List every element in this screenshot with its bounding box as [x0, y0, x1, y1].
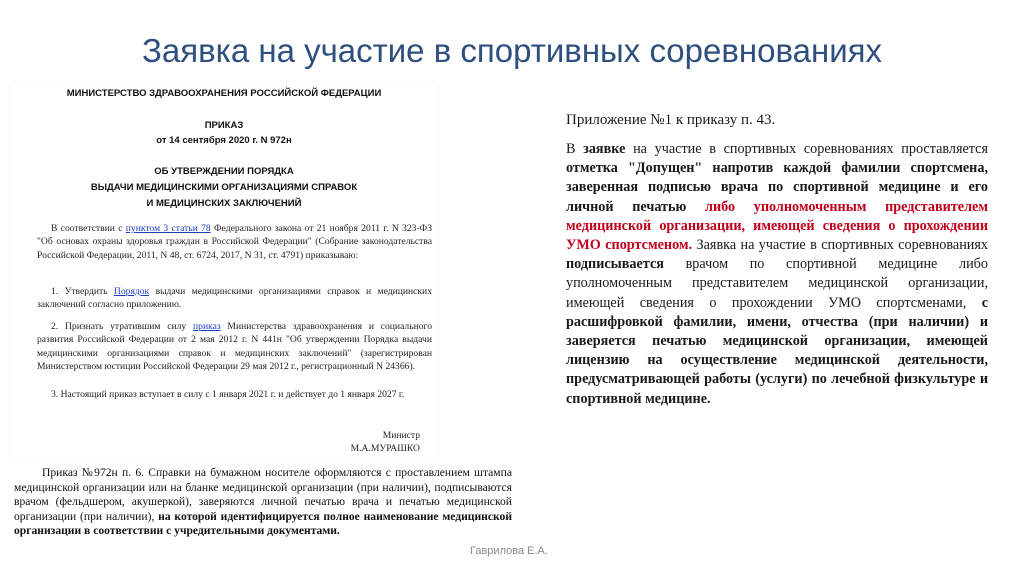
order-scan [10, 82, 438, 460]
rule-text-7: Заявка на участие в спортивных соревнованиях [692, 237, 988, 254]
rule-text-1: В [566, 141, 584, 157]
prikaz-link[interactable]: приказ [193, 321, 221, 332]
note-text: Приказ №972н п. 6. Справки на бумажном носителе оформляются с проставлением штампа медицинской организации или на бланке медицинской организации (при наличии), подписываются врачом (фельдшером, акушеркой), заверяются личной печатью врача и печатью медицинской организации (при наличии), [14, 466, 512, 523]
ministry-header: МИНИСТЕРСТВО ЗДРАВООХРАНЕНИЯ РОССИЙСКОЙ ФЕДЕРАЦИИ [66, 88, 382, 99]
rule-text-8: подписывается [566, 256, 664, 273]
signature-name: М.А.МУРАШКО [350, 443, 420, 454]
rule-text-4: отметка "Допущен" напротив каждой фамилии спортсмена, заверенная подписью врача по спортивной медицине и его личной печатью [566, 160, 988, 215]
law-link[interactable]: пунктом 3 статьи 78 [125, 223, 211, 234]
author-footer: Гаврилова Е.А. [470, 545, 548, 557]
item-1-text-a: 1. Утвердить [51, 286, 114, 297]
item-2-text-a: 2. Признать утратившим силу [51, 321, 194, 332]
rule-text-highlight: либо уполномоченным представителем медицинской организации, имеющей сведения о прохождении УМО спортсменом. [566, 198, 988, 254]
item-1-paragraph [37, 285, 432, 312]
slide-title: Заявка на участие в спортивных соревнованиях [141, 32, 883, 69]
item-2-paragraph [37, 320, 432, 373]
subject-line-3: И МЕДИЦИНСКИХ ЗАКЛЮЧЕНИЙ [146, 198, 302, 209]
preamble-text-a: В соответствии с [51, 223, 126, 234]
subject-line-2: ВЫДАЧИ МЕДИЦИНСКИМИ ОРГАНИЗАЦИЯМИ СПРАВОК [90, 182, 358, 193]
note-bold-text: на которой идентифицируется полное наименование медицинской организации в соответствии с учредительными документами. [14, 509, 512, 538]
prikaz-heading: ПРИКАЗ [204, 120, 244, 131]
preamble-text-b: Федерального закона от 21 ноября 2011 г. N 323-ФЗ "Об основах охраны здоровья граждан в Российской Федерации" (Собрание законодательства Российской Федерации, 2011, N 48, ст. 6724, 2017, N 31, ст. 4791) приказываю: [37, 223, 433, 261]
rule-text-3: на участие в спортивных соревнованиях проставляется [625, 141, 989, 157]
rule-text-2: заявке [583, 141, 626, 157]
item-2-text-b: Министерства здравоохранения и социального развития Российской Федерации от 2 мая 2012 г. N 441н "Об утверждении Порядка выдачи медицинскими организациями справок и медицинских заключений" (зарегистрирован Министерством юстиции Российской Федерации 29 мая 2012 г., регистрационный N 24366). [37, 321, 432, 372]
item-3-paragraph: 3. Настоящий приказ вступает в силу с 1 января 2021 г. и действует до 1 января 2027 г. [51, 389, 405, 400]
order-note [14, 466, 512, 539]
appendix-reference: Приложение №1 к приказу п. 43. [566, 112, 776, 128]
item-1-text-b: выдачи медицинскими организациями справок и медицинских заключений согласно приложению. [37, 286, 432, 311]
rule-text-9: врачом по спортивной медицине либо уполномоченным представителем медицинской организации, имеющей сведения о прохождении УМО спортсменами, [566, 256, 988, 311]
signature-role: Министр [382, 430, 420, 441]
subject-line-1: ОБ УТВЕРЖДЕНИИ ПОРЯДКА [154, 166, 294, 177]
preamble-paragraph [37, 222, 432, 262]
application-rules-text [566, 140, 988, 409]
poryadok-link[interactable]: Порядок [113, 286, 150, 297]
prikaz-date: от 14 сентября 2020 г. N 972н [156, 135, 292, 146]
rule-text-10: с расшифровкой фамилии, имени, отчества (при наличии) и заверяется печатью медицинской организации, имеющей лицензию на осуществление медицинской деятельности, предусматривающей работы (услуги) по лечебной физкультуре и спортивной медицине. [566, 294, 988, 407]
rule-text-5 [686, 199, 705, 215]
